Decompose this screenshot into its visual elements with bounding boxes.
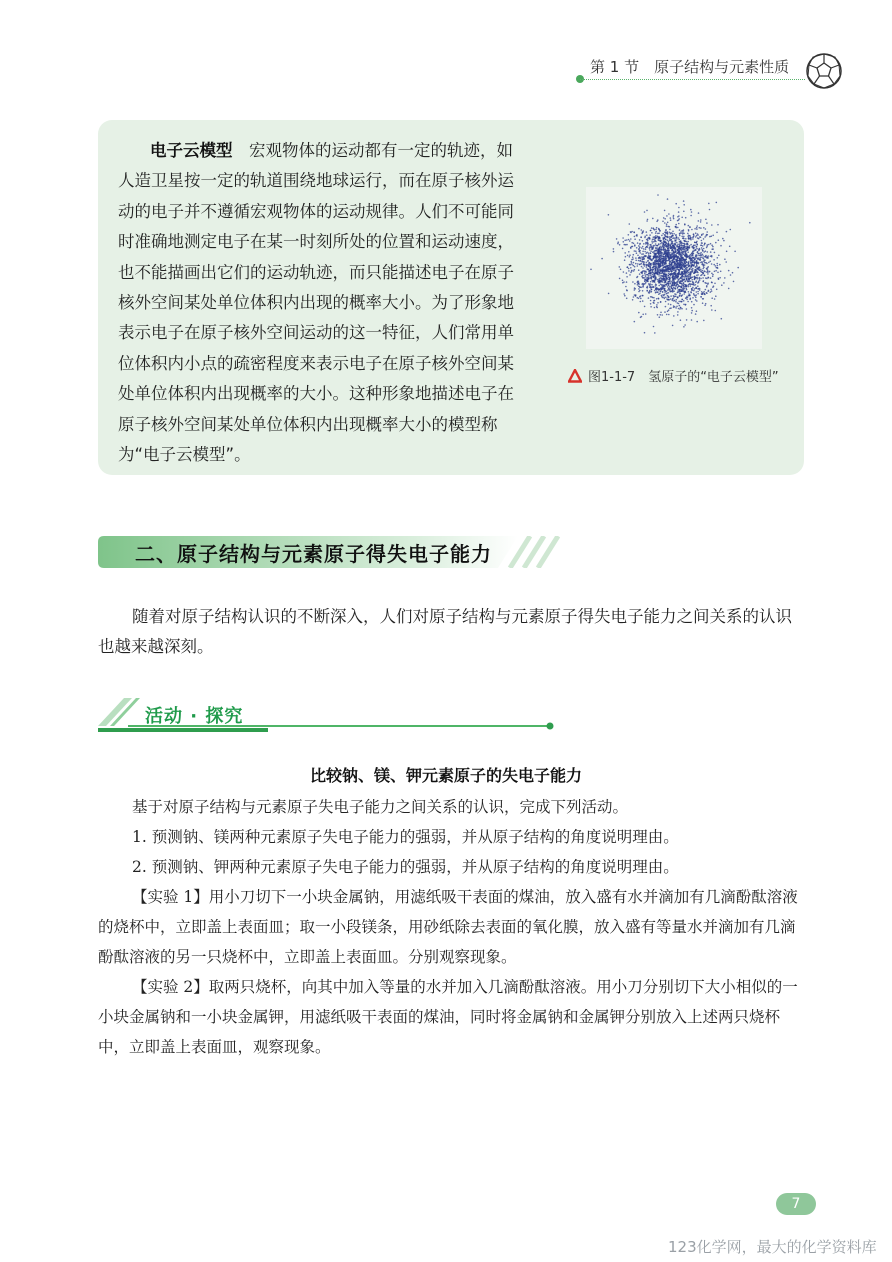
electron-cloud-dots — [590, 194, 750, 334]
figure-caption-text: 图1-1-7 氢原子的“电子云模型” — [588, 370, 779, 385]
info-box-text — [118, 136, 526, 470]
activity-banner-title: 活动 · 探究 — [145, 706, 244, 727]
activity-item-2: 2. 预测钠、钾两种元素原子失电子能力的强弱，并从原子结构的角度说明理由。 — [132, 858, 679, 876]
section-title: 二、原子结构与元素原子得失电子能力 — [135, 542, 492, 566]
info-box-term: 电子云模型 — [150, 141, 233, 160]
experiment-1: 【实验 1】用小刀切下一小块金属钠，用滤纸吸干表面的煤油，放入盛有水并滴加有几滴酚酞溶液的烧杯中，立即盖上表面皿；取一小段镁条，用砂纸除去表面的氧化膜，放入盛有等量水并滴加有几滴酚酞溶液的另一只烧杯中，立即盖上表面皿。分别观察现象。 — [98, 888, 798, 966]
figure-caption — [568, 366, 779, 385]
experiment-2: 【实验 2】取两只烧杯，向其中加入等量的水并加入几滴酚酞溶液。用小刀分别切下大小相似的一小块金属钠和一小块金属钾，用滤纸吸干表面的煤油，同时将金属钠和金属钾分别放入上述两只烧杯中，立即盖上表面皿，观察现象。 — [98, 978, 798, 1056]
running-header: 第 1 节 原子结构与元素性质 — [590, 58, 790, 76]
activity-content — [98, 792, 804, 1062]
section-paragraph: 随着对原子结构认识的不断深入，人们对原子结构与元素原子得失电子能力之间关系的认识也越来越深刻。 — [98, 607, 792, 656]
triangle-marker-icon — [568, 369, 582, 383]
football-icon — [805, 52, 843, 90]
page-number: 7 — [776, 1193, 816, 1215]
activity-item-1: 1. 预测钠、镁两种元素原子失电子能力的强弱，并从原子结构的角度说明理由。 — [132, 828, 679, 846]
header-rule — [580, 79, 805, 80]
info-box-body: 宏观物体的运动都有一定的轨迹，如人造卫星按一定的轨道围绕地球运行，而在原子核外运动的电子并不遵循宏观物体的运动规律。人们不可能同时准确地测定电子在某一时刻所处的位置和运动速度，也不能描画出它们的运动轨迹，而只能描述电子在原子核外空间某处单位体积内出现的概率大小。为了形象地表示电子在原子核外空间运动的这一特征，人们常用单位体积内小点的疏密程度来表示电子在原子核外空间某处单位体积内出现概率的大小。这种形象地描述电子在原子核外空间某处单位体积内出现概率大小的模型称为“电子云模型”。 — [118, 141, 514, 465]
activity-intro: 基于对原子结构与元素原子失电子能力之间关系的认识，完成下列活动。 — [132, 798, 629, 816]
electron-cloud-figure — [586, 187, 762, 349]
watermark: 123化学网，最大的化学资料库 — [668, 1238, 877, 1256]
activity-heading: 比较钠、镁、钾元素原子的失电子能力 — [309, 766, 582, 785]
